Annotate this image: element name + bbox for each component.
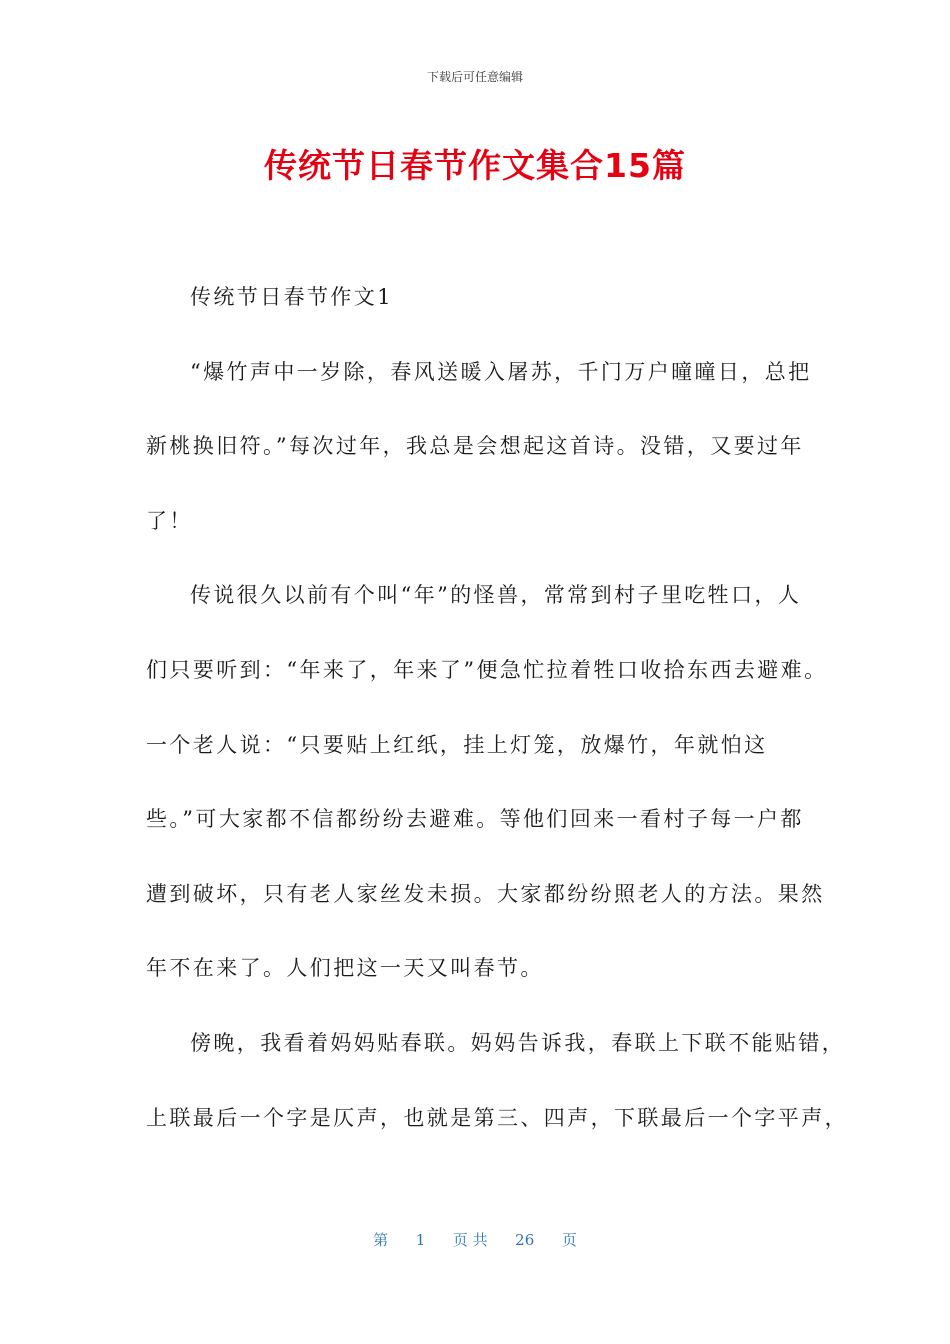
paragraph-line: 些。”可大家都不信都纷纷去避难。等他们回来一看村子每一户都 (146, 807, 804, 832)
document-title: 传统节日春节作文集合15篇 (264, 146, 686, 185)
header-note: 下载后可任意编辑 (426, 70, 523, 84)
footer-page-number: 1 (415, 1231, 426, 1249)
page-footer (0, 1229, 950, 1250)
section-heading: 传统节日春节作文1 (190, 285, 393, 309)
paragraph-line: “爆竹声中一岁除，春风送暖入屠苏，千门万户曈曈日，总把 (190, 359, 812, 384)
paragraph-line: 上联最后一个字是仄声，也就是第三、四声，下联最后一个字平声， (146, 1105, 848, 1130)
paragraph-line: 新桃换旧符。”每次过年，我总是会想起这首诗。没错，又要过年 (146, 434, 804, 459)
footer-middle: 页 共 (452, 1231, 488, 1249)
footer-total-pages: 26 (515, 1231, 535, 1249)
paragraph-line: 传说很久以前有个叫“年”的怪兽，常常到村子里吃牲口，人 (190, 583, 802, 608)
footer-prefix: 第 (373, 1231, 389, 1249)
paragraph-line: 一个老人说：“只要贴上红纸，挂上灯笼，放爆竹，年就怕这 (146, 732, 768, 757)
paragraph-line: 傍晚，我看着妈妈贴春联。妈妈告诉我，春联上下联不能贴错， (190, 1030, 846, 1055)
body-text (146, 272, 848, 1167)
paragraph-line: 了！ (146, 508, 193, 533)
paragraph-line: 遭到破坏，只有老人家丝发未损。大家都纷纷照老人的方法。果然 (146, 881, 825, 906)
paragraph-line: 们只要听到：“年来了，年来了”便急忙拉着牲口收拾东西去避难。 (146, 657, 828, 682)
footer-suffix: 页 (561, 1231, 577, 1249)
paragraph-line: 年不在来了。人们把这一天又叫春节。 (146, 956, 544, 981)
